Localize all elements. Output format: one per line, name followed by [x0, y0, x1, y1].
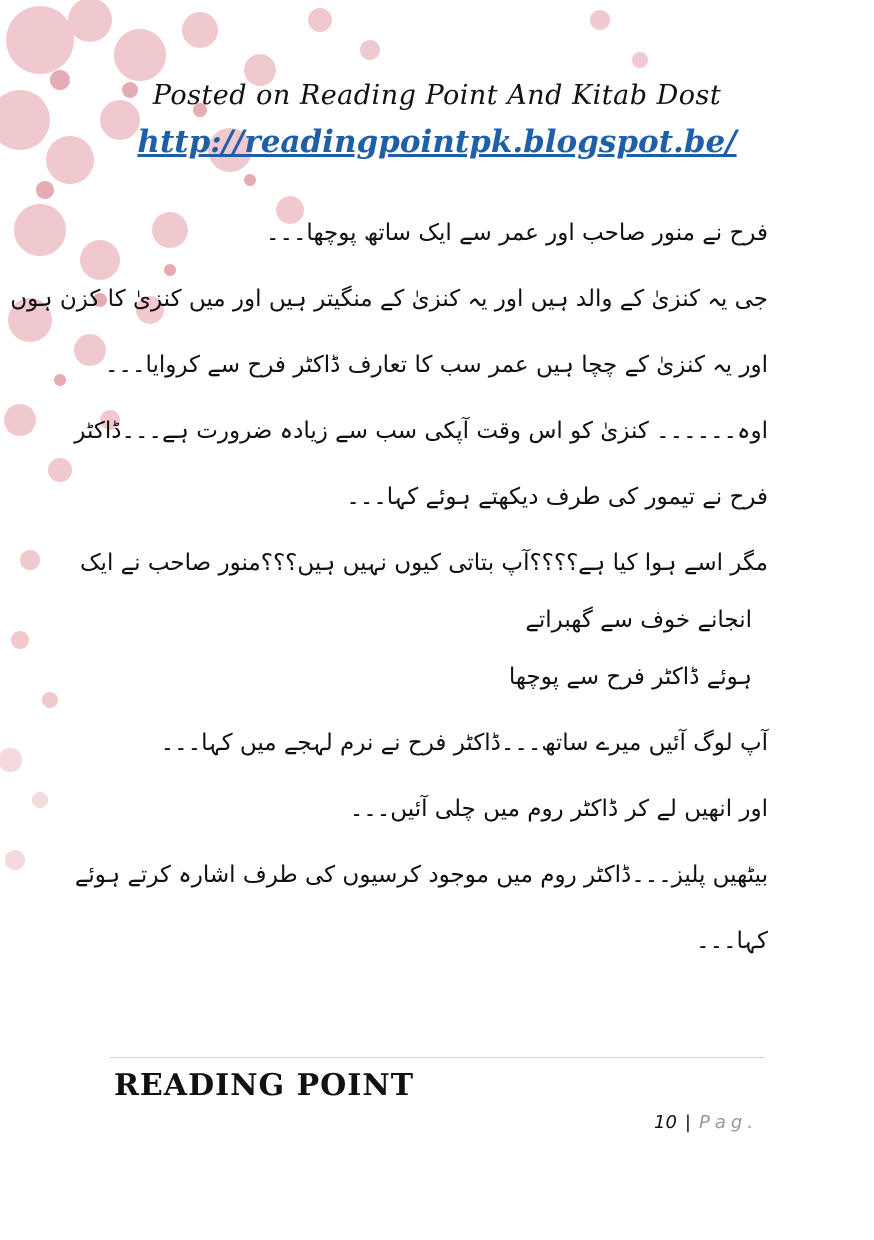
blog-url-link[interactable]: http://readingpointpk.blogspot.be/: [137, 124, 737, 160]
story-text: [10, 200, 768, 974]
page-number-block: [654, 1112, 758, 1133]
text-line: اور انھیں لے کر ڈاکٹر روم میں چلی آئیں۔۔۔: [349, 796, 768, 822]
text-line: کہا۔۔۔: [696, 928, 768, 954]
text-line: اوہ۔۔۔۔۔۔ کنزیٰ کو اس وقت آپکی سب سے زیادہ ضرورت ہے۔۔۔ڈاکٹر: [74, 418, 768, 444]
text-line: جی یہ کنزیٰ کے والد ہیں اور یہ کنزیٰ کے منگیتر ہیں اور میں کنزیٰ کا کزن ہوں: [10, 286, 768, 312]
page-separator: |: [684, 1112, 691, 1133]
text-line: آپ لوگ آئیں میرے ساتھ۔۔۔ڈاکٹر فرح نے نرم لہجے میں کہا۔۔۔: [160, 730, 768, 756]
text-line: اور یہ کنزیٰ کے چچا ہیں عمر سب کا تعارف ڈاکٹر فرح سے کروایا۔۔۔: [105, 352, 768, 378]
footer-divider: [110, 1057, 765, 1058]
text-line: فرح نے تیمور کی طرف دیکھتے ہوئے کہا۔۔۔: [346, 484, 768, 510]
text-line: ہوئے ڈاکٹر فرح سے پوچھا: [508, 664, 752, 690]
footer-brand: READING POINT: [114, 1068, 415, 1103]
posted-on-banner: Posted on Reading Point And Kitab Dost: [152, 80, 722, 111]
page-label: Pag.: [698, 1112, 759, 1133]
text-line: فرح نے منور صاحب اور عمر سے ایک ساتھ پوچھا۔۔۔: [266, 220, 768, 246]
text-line: بیٹھیں پلیز۔۔۔ڈاکٹر روم میں موجود کرسیوں کی طرف اشارہ کرتے ہوئے: [74, 862, 768, 888]
text-line: مگر اسے ہوا کیا ہے؟؟؟؟آپ بتاتی کیوں نہیں ہیں؟؟؟منور صاحب نے ایک: [79, 550, 768, 576]
text-line: انجانے خوف سے گھبراتے: [525, 607, 752, 633]
page-number: 10: [654, 1112, 677, 1133]
